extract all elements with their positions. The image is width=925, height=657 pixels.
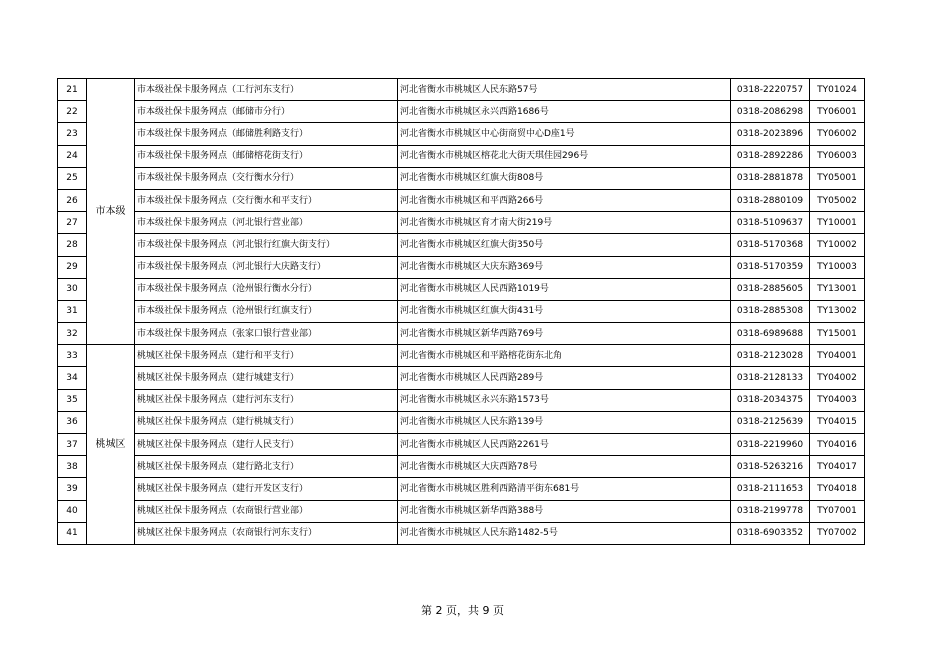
row-number: 39 <box>58 478 87 500</box>
table-row <box>58 345 865 367</box>
row-number: 26 <box>58 189 87 211</box>
row-number: 27 <box>58 212 87 234</box>
service-point-address: 河北省衡水市桃城区永兴东路1573号 <box>398 389 731 411</box>
service-point-phone: 0318-5263216 <box>731 456 810 478</box>
table-row <box>58 300 865 322</box>
service-point-name: 桃城区社保卡服务网点（建行开发区支行） <box>135 478 398 500</box>
service-point-name: 市本级社保卡服务网点（交行衡水和平支行） <box>135 189 398 211</box>
row-number: 35 <box>58 389 87 411</box>
service-point-name: 市本级社保卡服务网点（沧州银行红旗支行） <box>135 300 398 322</box>
service-point-address: 河北省衡水市桃城区胜利西路清平街东681号 <box>398 478 731 500</box>
row-number: 23 <box>58 123 87 145</box>
page-footer: 第 2 页，共 9 页 <box>421 604 504 617</box>
service-point-name: 市本级社保卡服务网点（邮储榕花街支行） <box>135 145 398 167</box>
table-row <box>58 79 865 101</box>
service-point-name: 桃城区社保卡服务网点（建行和平支行） <box>135 345 398 367</box>
service-point-name: 桃城区社保卡服务网点（农商银行河东支行） <box>135 522 398 544</box>
service-point-phone: 0318-2128133 <box>731 367 810 389</box>
row-number: 21 <box>58 79 87 101</box>
service-point-address: 河北省衡水市桃城区红旗大街431号 <box>398 300 731 322</box>
row-number: 32 <box>58 323 87 345</box>
service-point-address: 河北省衡水市桃城区和平路榕花街东北角 <box>398 345 731 367</box>
service-point-code: TY13002 <box>810 300 865 322</box>
service-point-name: 市本级社保卡服务网点（河北银行大庆路支行） <box>135 256 398 278</box>
table-row <box>58 189 865 211</box>
district-cell: 市本级 <box>87 79 135 345</box>
service-point-code: TY10003 <box>810 256 865 278</box>
service-point-name: 市本级社保卡服务网点（工行河东支行） <box>135 79 398 101</box>
table-row <box>58 234 865 256</box>
row-number: 41 <box>58 522 87 544</box>
service-point-address: 河北省衡水市桃城区新华西路769号 <box>398 323 731 345</box>
service-point-phone: 0318-2199778 <box>731 500 810 522</box>
row-number: 30 <box>58 278 87 300</box>
row-number: 40 <box>58 500 87 522</box>
service-point-address: 河北省衡水市桃城区新华西路388号 <box>398 500 731 522</box>
service-point-name: 桃城区社保卡服务网点（建行河东支行） <box>135 389 398 411</box>
service-point-code: TY04001 <box>810 345 865 367</box>
service-point-phone: 0318-2885605 <box>731 278 810 300</box>
service-point-code: TY05001 <box>810 167 865 189</box>
table-row <box>58 256 865 278</box>
row-number: 38 <box>58 456 87 478</box>
service-point-address: 河北省衡水市桃城区人民西路2261号 <box>398 434 731 456</box>
service-point-phone: 0318-2880109 <box>731 189 810 211</box>
service-point-phone: 0318-6903352 <box>731 522 810 544</box>
service-point-name: 桃城区社保卡服务网点（建行人民支行） <box>135 434 398 456</box>
table-row <box>58 411 865 433</box>
service-point-phone: 0318-2125639 <box>731 411 810 433</box>
service-point-address: 河北省衡水市桃城区人民东路57号 <box>398 79 731 101</box>
service-point-phone: 0318-2219960 <box>731 434 810 456</box>
service-point-address: 河北省衡水市桃城区人民西路1019号 <box>398 278 731 300</box>
table-row <box>58 167 865 189</box>
service-point-phone: 0318-2123028 <box>731 345 810 367</box>
service-point-address: 河北省衡水市桃城区榕花北大街天琪佳园296号 <box>398 145 731 167</box>
row-number: 37 <box>58 434 87 456</box>
service-point-phone: 0318-5170368 <box>731 234 810 256</box>
service-point-phone: 0318-2892286 <box>731 145 810 167</box>
service-point-address: 河北省衡水市桃城区红旗大街808号 <box>398 167 731 189</box>
table-row <box>58 478 865 500</box>
row-number: 29 <box>58 256 87 278</box>
service-point-code: TY13001 <box>810 278 865 300</box>
service-point-name: 桃城区社保卡服务网点（建行路北支行） <box>135 456 398 478</box>
row-number: 33 <box>58 345 87 367</box>
service-point-address: 河北省衡水市桃城区永兴西路1686号 <box>398 101 731 123</box>
service-point-code: TY06001 <box>810 101 865 123</box>
service-point-phone: 0318-2034375 <box>731 389 810 411</box>
table-row <box>58 389 865 411</box>
table-body <box>58 79 865 545</box>
service-point-name: 桃城区社保卡服务网点（建行桃城支行） <box>135 411 398 433</box>
service-point-address: 河北省衡水市桃城区大庆西路78号 <box>398 456 731 478</box>
service-point-phone: 0318-2111653 <box>731 478 810 500</box>
service-point-address: 河北省衡水市桃城区红旗大街350号 <box>398 234 731 256</box>
service-point-phone: 0318-5170359 <box>731 256 810 278</box>
table-row <box>58 456 865 478</box>
service-point-code: TY06003 <box>810 145 865 167</box>
service-point-name: 市本级社保卡服务网点（交行衡水分行） <box>135 167 398 189</box>
service-point-phone: 0318-2220757 <box>731 79 810 101</box>
service-point-name: 市本级社保卡服务网点（河北银行营业部） <box>135 212 398 234</box>
row-number: 22 <box>58 101 87 123</box>
service-point-phone: 0318-2023896 <box>731 123 810 145</box>
service-point-address: 河北省衡水市桃城区中心街商贸中心D座1号 <box>398 123 731 145</box>
service-point-code: TY04015 <box>810 411 865 433</box>
service-point-code: TY01024 <box>810 79 865 101</box>
service-point-code: TY07001 <box>810 500 865 522</box>
service-point-code: TY10002 <box>810 234 865 256</box>
service-point-name: 市本级社保卡服务网点（邮储市分行） <box>135 101 398 123</box>
service-point-code: TY05002 <box>810 189 865 211</box>
service-point-code: TY07002 <box>810 522 865 544</box>
row-number: 25 <box>58 167 87 189</box>
service-point-code: TY06002 <box>810 123 865 145</box>
table-row <box>58 500 865 522</box>
table-row <box>58 123 865 145</box>
table-row <box>58 434 865 456</box>
table-row <box>58 367 865 389</box>
table-row <box>58 522 865 544</box>
service-points-table <box>57 78 865 545</box>
service-point-name: 桃城区社保卡服务网点（建行城建支行） <box>135 367 398 389</box>
service-point-phone: 0318-2885308 <box>731 300 810 322</box>
service-point-code: TY04018 <box>810 478 865 500</box>
service-point-address: 河北省衡水市桃城区人民西路289号 <box>398 367 731 389</box>
table-row <box>58 101 865 123</box>
service-point-code: TY04003 <box>810 389 865 411</box>
service-point-code: TY15001 <box>810 323 865 345</box>
district-cell: 桃城区 <box>87 345 135 545</box>
table-row <box>58 212 865 234</box>
service-point-address: 河北省衡水市桃城区育才南大街219号 <box>398 212 731 234</box>
service-point-name: 市本级社保卡服务网点（张家口银行营业部） <box>135 323 398 345</box>
service-point-name: 市本级社保卡服务网点（沧州银行衡水分行） <box>135 278 398 300</box>
row-number: 24 <box>58 145 87 167</box>
service-point-code: TY04017 <box>810 456 865 478</box>
service-point-address: 河北省衡水市桃城区人民东路1482-5号 <box>398 522 731 544</box>
service-point-name: 市本级社保卡服务网点（邮储胜利路支行） <box>135 123 398 145</box>
row-number: 31 <box>58 300 87 322</box>
service-point-code: TY04002 <box>810 367 865 389</box>
service-point-address: 河北省衡水市桃城区和平西路266号 <box>398 189 731 211</box>
service-point-phone: 0318-2881878 <box>731 167 810 189</box>
service-point-name: 桃城区社保卡服务网点（农商银行营业部） <box>135 500 398 522</box>
service-point-code: TY04016 <box>810 434 865 456</box>
row-number: 34 <box>58 367 87 389</box>
row-number: 36 <box>58 411 87 433</box>
row-number: 28 <box>58 234 87 256</box>
service-point-name: 市本级社保卡服务网点（河北银行红旗大街支行） <box>135 234 398 256</box>
service-point-phone: 0318-6989688 <box>731 323 810 345</box>
table-row <box>58 278 865 300</box>
table-row <box>58 323 865 345</box>
service-point-phone: 0318-2086298 <box>731 101 810 123</box>
service-point-address: 河北省衡水市桃城区人民东路139号 <box>398 411 731 433</box>
service-point-address: 河北省衡水市桃城区大庆东路369号 <box>398 256 731 278</box>
table-row <box>58 145 865 167</box>
service-point-code: TY10001 <box>810 212 865 234</box>
service-point-phone: 0318-5109637 <box>731 212 810 234</box>
